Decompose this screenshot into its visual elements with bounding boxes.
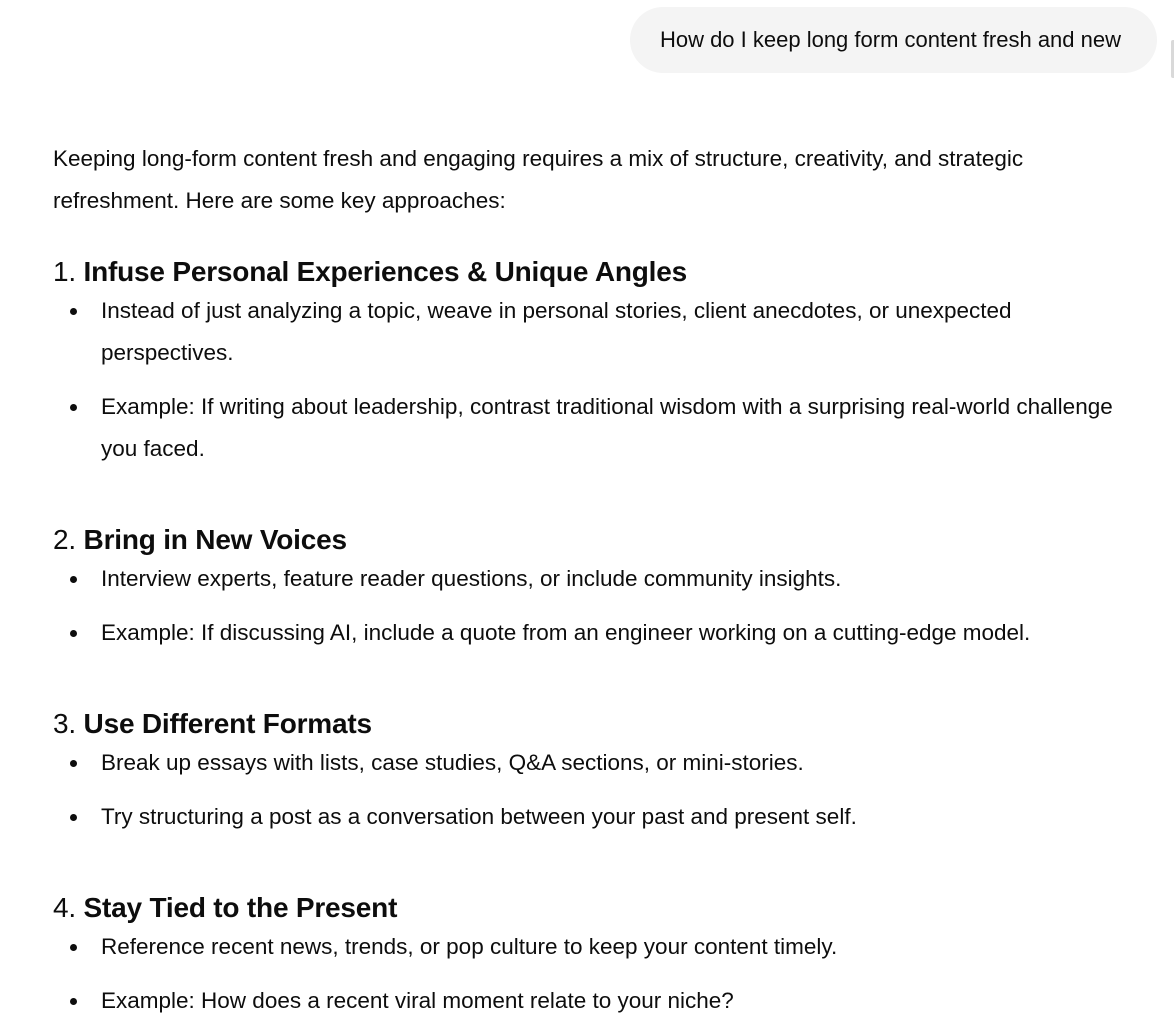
- bullet-dot: [70, 814, 77, 821]
- list-item: [53, 558, 1143, 600]
- section-number: 2.: [53, 524, 76, 555]
- list-item-text: Break up essays with lists, case studies, Q&A sections, or mini-stories.: [101, 750, 804, 775]
- section-point-list: [53, 558, 1143, 654]
- section-title: Use Different Formats: [83, 708, 372, 739]
- list-item: [53, 796, 1143, 838]
- list-item-text: Instead of just analyzing a topic, weave in personal stories, client anecdotes, or unexpected perspectives.: [101, 298, 1012, 365]
- section-point-list: [53, 290, 1143, 470]
- list-item-text: Try structuring a post as a conversation between your past and present self.: [101, 804, 857, 829]
- bullet-dot: [70, 630, 77, 637]
- list-item-text: Example: How does a recent viral moment relate to your niche?: [101, 988, 734, 1013]
- list-item: [53, 742, 1143, 784]
- bullet-dot: [70, 404, 77, 411]
- user-message-bubble: [630, 7, 1157, 73]
- assistant-reply: [53, 138, 1143, 1022]
- list-item: [53, 386, 1143, 470]
- section-heading: [53, 254, 1143, 290]
- section-number: 3.: [53, 708, 76, 739]
- list-item-text: Interview experts, feature reader questions, or include community insights.: [101, 566, 842, 591]
- section-number: 1.: [53, 256, 76, 287]
- bullet-dot: [70, 760, 77, 767]
- bullet-dot: [70, 944, 77, 951]
- bullet-dot: [70, 998, 77, 1005]
- user-message-text: How do I keep long form content fresh and new: [659, 27, 1121, 52]
- section-heading: [53, 890, 1143, 926]
- section-point-list: [53, 926, 1143, 1022]
- list-item-text: Reference recent news, trends, or pop culture to keep your content timely.: [101, 934, 838, 959]
- section-title: Bring in New Voices: [83, 524, 347, 555]
- section-number: 4.: [53, 892, 76, 923]
- list-item-text: Example: If discussing AI, include a quote from an engineer working on a cutting-edge model.: [101, 620, 1031, 645]
- list-item: [53, 290, 1143, 374]
- section-title: Infuse Personal Experiences & Unique Angles: [83, 256, 687, 287]
- section-heading: [53, 522, 1143, 558]
- section-point-list: [53, 742, 1143, 838]
- bullet-dot: [70, 308, 77, 315]
- reply-intro: Keeping long-form content fresh and engaging requires a mix of structure, creativity, and strategic refreshment. Here are some key approaches:: [53, 146, 1024, 213]
- section-title: Stay Tied to the Present: [83, 892, 398, 923]
- bullet-dot: [70, 576, 77, 583]
- section-heading: [53, 706, 1143, 742]
- list-item: [53, 980, 1143, 1022]
- list-item-text: Example: If writing about leadership, contrast traditional wisdom with a surprising real-world challenge you faced.: [101, 394, 1113, 461]
- list-item: [53, 612, 1143, 654]
- list-item: [53, 926, 1143, 968]
- user-message-row: [630, 7, 1157, 73]
